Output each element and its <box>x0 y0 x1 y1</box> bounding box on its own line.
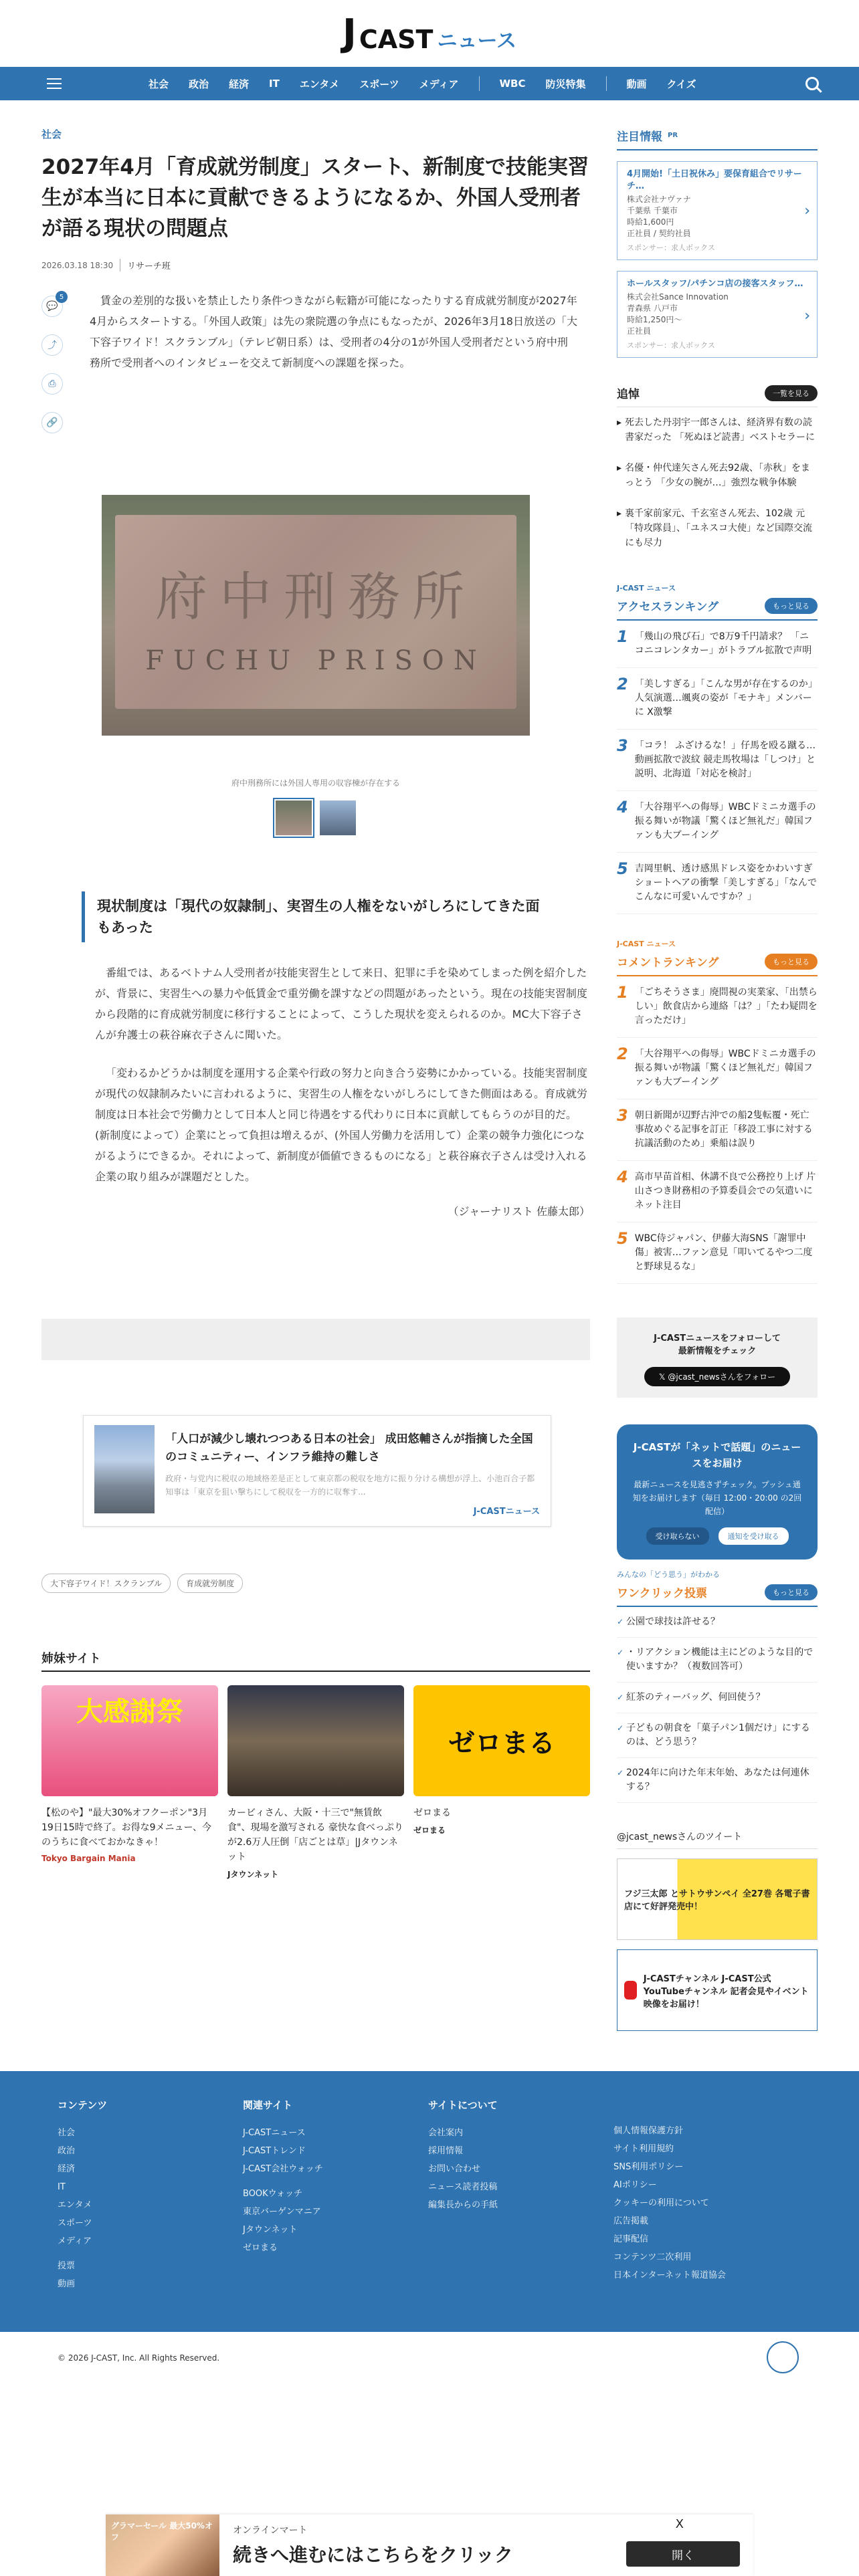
article-meta <box>41 259 590 272</box>
vote-label: みんなの「どう思う」がわかる <box>617 1570 720 1579</box>
youtube-icon <box>624 1981 637 2000</box>
footer-link[interactable]: 社会 <box>58 2128 76 2138</box>
sister-sites-heading: 姉妹サイト <box>41 1649 590 1672</box>
sister-site-image <box>413 1685 590 1796</box>
footer-link[interactable]: SNS利用ポリシー <box>613 2162 684 2172</box>
tag-chip[interactable]: 育成就労制度 <box>177 1574 243 1593</box>
vote-item[interactable]: ✓ 公園で球技は許せる？ <box>617 1607 818 1638</box>
related-article-card[interactable] <box>83 1415 551 1527</box>
follow-box-text: J-CASTニュースをフォローして 最新情報をチェック <box>654 1333 781 1356</box>
hamburger-menu-icon[interactable] <box>47 78 62 89</box>
ranking-item[interactable]: 5 吉岡里帆、透け感黒ドレス姿をかわいすぎショートヘアの衝撃「美しすぎる」「なんでこんなに可愛いんですか？」 <box>617 853 818 914</box>
footer-link[interactable]: J-CASTトレンド <box>243 2146 306 2156</box>
inline-ad-space <box>41 1319 590 1360</box>
nav-item-quiz[interactable]: クイズ <box>666 78 696 90</box>
push-notification-box <box>617 1424 818 1560</box>
more-button[interactable]: もっと見る <box>765 954 818 970</box>
sidebar <box>617 127 818 2031</box>
jcast-logo[interactable] <box>343 11 516 55</box>
ranking-item[interactable]: 4 高市早苗首相、休講不良で公務控り上げ 片山さつき財務相の予算委員会での気遣いにネット注目 <box>617 1161 818 1222</box>
memorial-heading: 追悼 <box>617 388 640 401</box>
article-subheading: 現状制度は「現代の奴隷制」、実習生の人権をないがしろにしてきた面もあった <box>82 891 550 942</box>
nav-item-entame[interactable]: エンタメ <box>299 78 340 90</box>
copyright-bar <box>0 2332 859 2384</box>
related-article-desc: 政府・与党内に税収の地域格差是正として東京都の税収を地方に振り分ける構想が浮上、小池百合子都知事は「東京を狙い撃ちにして税収を一方的に収奪す... <box>165 1474 535 1497</box>
footer-link[interactable]: クッキーの利用について <box>613 2198 709 2208</box>
bottom-ad-brand: オンラインマート <box>233 2525 308 2536</box>
footer-link[interactable]: Jタウンネット <box>243 2225 298 2235</box>
open-button[interactable]: 開く <box>626 2541 740 2567</box>
push-desc: 最新ニュースを見逃さずチェック。プッシュ通知をお届けします（毎日 12:00・20:00 の2回配信） <box>632 1480 802 1516</box>
jcast-label: J-CAST ニュース <box>617 584 676 593</box>
bottom-ad-image-label: グラマーセール 最大50%オフ <box>111 2521 213 2542</box>
banner-text: J-CASTチャンネル J-CAST公式 YouTubeチャンネル 記者会見やイベント映像をお届け！ <box>643 1973 809 2010</box>
logo-cast: CAST <box>359 25 434 54</box>
nav-divider <box>606 76 607 91</box>
nav-item-politics[interactable]: 政治 <box>189 78 209 90</box>
memorial-header <box>617 385 818 407</box>
job-ad-sponsor: スポンサー：求人ボックス <box>627 243 715 252</box>
push-title: J-CASTが「ネットで話題」のニュースをお届け <box>633 1441 801 1469</box>
share-icon[interactable]: ⤴ <box>41 334 63 356</box>
list-item[interactable]: ▸ 死去した丹羽宇一郎さんは、経済界有数の読書家だった 「死ぬほど読書」ベストセラーに <box>617 407 818 453</box>
article-title: 2027年4月「育成就労制度」スタート、新制度で技能実習生が本当に日本に貢献できるようになるか、外国人受刑者が語る現状の問題点 <box>41 155 589 241</box>
footer-col-title: 関連サイト <box>243 2099 292 2111</box>
sister-site-image <box>227 1685 404 1796</box>
footer-link[interactable]: 東京バーゲンマニア <box>243 2207 321 2217</box>
footer-col-title: コンテンツ <box>58 2099 108 2111</box>
copyright-text: © 2026 J-CAST, Inc. All Rights Reserved. <box>58 2353 220 2363</box>
ranking-item[interactable]: 2 「美しすぎる」「こんな男が存在するのか」人気演選…颯爽の姿が「モナキ」メンバーに X激撃 <box>617 668 818 730</box>
list-item[interactable]: ▸ 裏千家前家元、千玄室さん死去、102歳 元「特攻隊員」、「ユネスコ大使」など国際交流にも尽力 <box>617 498 818 558</box>
footer-link[interactable]: 会社案内 <box>428 2128 464 2138</box>
chevron-right-icon: › <box>804 203 810 220</box>
vote-item[interactable]: ✓ 子どもの朝食を「菓子パン1個だけ」にするのは、どう思う？ <box>617 1713 818 1758</box>
article-photo[interactable] <box>102 495 530 736</box>
related-article-image <box>94 1425 155 1513</box>
job-ad-desc: 株式会社ナヴァナ 千葉県 千葉市 時給1,600円 正社員 / 契約社員 <box>627 195 691 238</box>
photo-thumbnails <box>41 799 590 837</box>
footer-link[interactable]: BOOKウォッチ <box>243 2189 303 2199</box>
footer-link[interactable]: 経済 <box>58 2164 76 2174</box>
footer-link[interactable]: 動画 <box>58 2279 76 2289</box>
bottom-sticky-ad[interactable] <box>106 2514 753 2576</box>
banner-text: フジ三太郎 とサトウサンペイ 全27巻 各電子書店にて好評発売中！ <box>624 1889 810 1912</box>
fuji-santaro-banner[interactable] <box>617 1858 818 1940</box>
sister-banner-text: 大感謝祭 <box>76 1697 183 1727</box>
photo-sign-kanji: 府中刑務所 <box>155 567 476 627</box>
jcast-channel-banner[interactable] <box>617 1949 818 2031</box>
sister-site-text: 【松のや】"最大30%オフクーポン"3月19日15時で終了。お得な9メニュー、今のうちに食べておかなきゃ！ <box>41 1808 211 1848</box>
tweet-heading: @jcast_newsさんのツイート <box>617 1830 818 1849</box>
logo-news: ニュース <box>437 29 516 53</box>
nav-item-video[interactable]: 動画 <box>626 78 647 90</box>
vote-item[interactable]: ✓ 紅茶のティーバッグ、何回使う？ <box>617 1683 818 1713</box>
close-icon[interactable]: X <box>675 2517 684 2531</box>
footer-link[interactable]: 投票 <box>58 2261 76 2271</box>
push-decline-button[interactable]: 受け取らない <box>646 1527 709 1545</box>
sister-site-logo: Tokyo Bargain Mania <box>41 1854 136 1863</box>
jcast-label: J-CAST ニュース <box>617 940 676 948</box>
footer-link[interactable]: 政治 <box>58 2146 76 2156</box>
nav-item-economy[interactable]: 経済 <box>229 78 250 90</box>
ranking-item[interactable]: 3 朝日新聞が辺野古沖での船2隻転覆・死亡事故めぐる記事を訂正「移設工事に対する抗議活動のため」乗船は誤り <box>617 1099 818 1161</box>
ranking-item[interactable]: 5 WBC侍ジャパン、伊藤大海SNS「謝罪中傷」被害…ファン意見「叩いてるやつ二度と野球見るな」 <box>617 1222 818 1284</box>
sister-banner-text: ゼロまる <box>448 1727 555 1759</box>
access-ranking-title: アクセスランキング <box>617 601 719 614</box>
job-ad-card[interactable] <box>617 271 818 358</box>
ranking-item[interactable]: 3 「コラ！ ふざけるな！」仔馬を殴る蹴る…動画拡散で波紋 競走馬牧場は「しつけ」と説明、北海道「対応を検討」 <box>617 730 818 791</box>
footer-link[interactable]: お問い合わせ <box>428 2164 481 2174</box>
sister-site-logo: ゼロまる <box>413 1826 446 1835</box>
sister-sites <box>41 1649 590 1880</box>
footer-link[interactable]: IT <box>58 2182 66 2192</box>
article-lead: 賃金の差別的な扱いを禁止したり条件つきながら転籍が可能になったりする育成就労制度が2027年4月からスタートする。「外国人政策」は先の衆院選の争点にもなったが、2026年3月18日放送の「大下容子ワイド！スクランブル」（テレビ朝日系）は、受刑者の4分の1が外国人受刑者だという府中刑務所で受刑者へのインタビューを交えて新制度への課題を探った。 <box>90 294 577 369</box>
more-button[interactable]: もっと見る <box>765 1584 818 1600</box>
sister-site-item[interactable] <box>41 1685 218 1880</box>
related-article-source: J-CASTニュース <box>473 1507 540 1517</box>
share-bar <box>41 290 75 433</box>
footer-link[interactable]: コンテンツ二次利用 <box>613 2252 692 2262</box>
footer-link[interactable]: 編集長からの手紙 <box>428 2200 498 2210</box>
job-ad-title: ホールスタッフ/パチンコ店の接客スタッフ… <box>627 279 803 289</box>
related-article-title: 「人口が減少し壊れつつある日本の社会」 成田悠輔さんが指摘した全国のコミュニティー、インフラ維持の難しさ <box>165 1432 533 1464</box>
nav-divider <box>479 76 480 91</box>
footer-link[interactable]: エンタメ <box>58 2200 92 2210</box>
attention-heading: 注目情報 PR <box>617 130 678 144</box>
list-item[interactable]: ▸ 名優・仲代達矢さん死去92歳、「赤秋」をまっとう 「少女の腕が…」強烈な戦争体験 <box>617 453 818 498</box>
pr-label: PR <box>668 132 678 139</box>
comment-count-badge: 5 <box>56 291 68 303</box>
vote-item[interactable]: ✓ 2024年に向けた年末年始、あなたは何連休する？ <box>617 1758 818 1803</box>
footer-link[interactable]: 採用情報 <box>428 2146 464 2156</box>
sister-site-image <box>41 1685 218 1796</box>
ranking-item[interactable]: 2 「大谷翔平への侮辱」WBCドミニカ選手の振る舞いが物議「驚くほど無礼だ」韓国ファンも大ブーイング <box>617 1038 818 1099</box>
bottom-ad-image <box>106 2514 219 2576</box>
comment-ranking-title: コメントランキング <box>617 956 719 970</box>
global-nav <box>0 67 859 100</box>
photo-caption: 府中刑務所には外国人専用の収容棟が存在する <box>231 778 400 788</box>
vote-header <box>617 1584 818 1607</box>
nav-item-media[interactable]: メディア <box>419 78 459 90</box>
article-author: リサーチ班 <box>120 259 171 272</box>
push-accept-button[interactable]: 通知を受け取る <box>719 1527 789 1545</box>
comment-ranking-header <box>617 953 818 976</box>
chevron-right-icon: › <box>804 307 810 324</box>
footer-link[interactable]: AIポリシー <box>613 2180 657 2190</box>
article-category[interactable]: 社会 <box>41 128 62 140</box>
link-icon[interactable]: 🔗 <box>41 412 63 433</box>
follow-box <box>617 1317 818 1398</box>
press-association-seal-icon[interactable] <box>767 2341 799 2373</box>
footer-link[interactable]: メディア <box>58 2236 92 2246</box>
logo-j: J <box>343 11 355 55</box>
nav-item-wbc[interactable]: WBC <box>499 78 526 90</box>
photo-thumbnail[interactable] <box>274 799 313 837</box>
print-icon[interactable]: ⎙ <box>41 373 63 395</box>
nav-item-it[interactable]: IT <box>269 78 280 90</box>
nav-item-society[interactable]: 社会 <box>149 78 169 90</box>
article-paragraph: 番組では、あるベトナム人受刑者が技能実習生として来日、犯罪に手を染めてしまった例を紹介したが、背景に、実習生への暴力や低賃金で重労働を課すなどの問題があったという。現在の技能実習制度から段階的に育成就労制度に移行することによって、こうした現状を変えられるのか。MC大下容子さんが弁護士の萩谷麻衣子さんに聞いた。 <box>95 966 587 1041</box>
footer-link[interactable]: ニュース読者投稿 <box>428 2182 498 2192</box>
nav-item-sports[interactable]: スポーツ <box>359 78 399 90</box>
vote-title: ワンクリック投票 <box>617 1587 707 1600</box>
job-ad-sponsor: スポンサー：求人ボックス <box>627 341 715 350</box>
footer-col-title: サイトについて <box>428 2099 498 2111</box>
article-main <box>41 127 590 2031</box>
footer-link[interactable]: 日本インターネット報道協会 <box>613 2270 726 2280</box>
comment-icon[interactable]: 💬 5 <box>41 296 63 317</box>
photo-sign-english: FUCHU PRISON <box>145 645 486 676</box>
job-ad-desc: 株式会社Sance Innovation 青森県 八戸市 時給1,250円〜 正社員 <box>627 292 729 336</box>
more-button[interactable]: もっと見る <box>765 598 818 614</box>
footer-link[interactable]: スポーツ <box>58 2218 92 2228</box>
sister-site-text: ゼロまる <box>413 1808 451 1818</box>
site-header <box>0 0 859 67</box>
sister-site-item[interactable] <box>227 1685 404 1880</box>
footer-link[interactable]: 個人情報保護方針 <box>613 2126 684 2136</box>
footer-link[interactable]: J-CAST会社ウォッチ <box>243 2164 323 2174</box>
footer-link[interactable]: 記事配信 <box>613 2234 649 2244</box>
sister-site-item[interactable] <box>413 1685 590 1880</box>
see-all-button[interactable]: 一覧を見る <box>765 385 818 401</box>
footer-link[interactable]: サイト利用規約 <box>613 2144 674 2154</box>
ranking-item[interactable]: 1 「ごちそうさま」廃問視の実業家、「出禁らしい」飲食店から連絡「は？」「たわ疑問を言っただけ」 <box>617 976 818 1038</box>
search-icon[interactable] <box>805 77 819 90</box>
sister-site-text: カービィさん、大阪・十三で"無賃飲食"、現場を激写される 豪快な食べっぷりが2.6万人圧倒「店ごとは草」|Jタウンネット <box>227 1808 403 1862</box>
vote-item[interactable]: ✓ ・リアクション機能は主にどのような目的で使いますか？（複数回答可） <box>617 1638 818 1683</box>
sister-site-logo: Jタウンネット <box>227 1870 279 1879</box>
photo-thumbnail[interactable] <box>318 799 357 837</box>
site-footer <box>0 2071 859 2332</box>
article-paragraph: 「変わるかどうかは制度を運用する企業や行政の努力と向き合う姿勢にかかっている。技能実習制度が現代の奴隷制みたいに言われるように、実習生の人権をないがしろにしてきた側面はある。育成就労制度は日本社会で労働力として日本人と同じ待遇をする代わりに日本に貢献してもらうのが目的だ。(新制度によって）企業にとって負担は増えるが、(外国人労働力を活用して）企業の競争力強化につながるようにできるか。それによって、新制度が価値できるものになる」と萩谷麻衣子さんは受け入れる企業の取り組みが課題だとした。 <box>95 1067 588 1183</box>
article-byline: （ジャーナリスト 佐藤太郎） <box>448 1205 590 1218</box>
bottom-ad-headline: 続きへ進むにはこちらをクリック <box>233 2544 513 2566</box>
x-follow-button[interactable]: 𝕏 @jcast_newsさんをフォロー <box>644 1367 790 1386</box>
tag-chip[interactable]: 大下容子ワイド！スクランブル <box>41 1574 171 1593</box>
ranking-item[interactable]: 1 「幾山の飛び石」で8万9千円請求？ 「ニコニコレンタカー」がトラブル拡散で声明 <box>617 621 818 668</box>
footer-link[interactable]: J-CASTニュース <box>243 2128 306 2138</box>
vote-list <box>617 1607 818 1803</box>
nav-item-disaster[interactable]: 防災特集 <box>545 78 586 90</box>
tag-list <box>41 1574 590 1593</box>
job-ad-title: 4月開始!「土日祝休み」要保育組合でリサーチ… <box>627 169 802 191</box>
footer-link[interactable]: 広告掲載 <box>613 2216 649 2226</box>
article-date: 2026.03.18 18:30 <box>41 260 114 270</box>
ranking-item[interactable]: 4 「大谷翔平への侮辱」WBCドミニカ選手の振る舞いが物議「驚くほど無礼だ」韓国ファンも大ブーイング <box>617 791 818 853</box>
memorial-list <box>617 407 818 558</box>
footer-link[interactable]: ゼロまる <box>243 2243 278 2253</box>
job-ad-card[interactable] <box>617 161 818 260</box>
access-ranking-header <box>617 597 818 621</box>
